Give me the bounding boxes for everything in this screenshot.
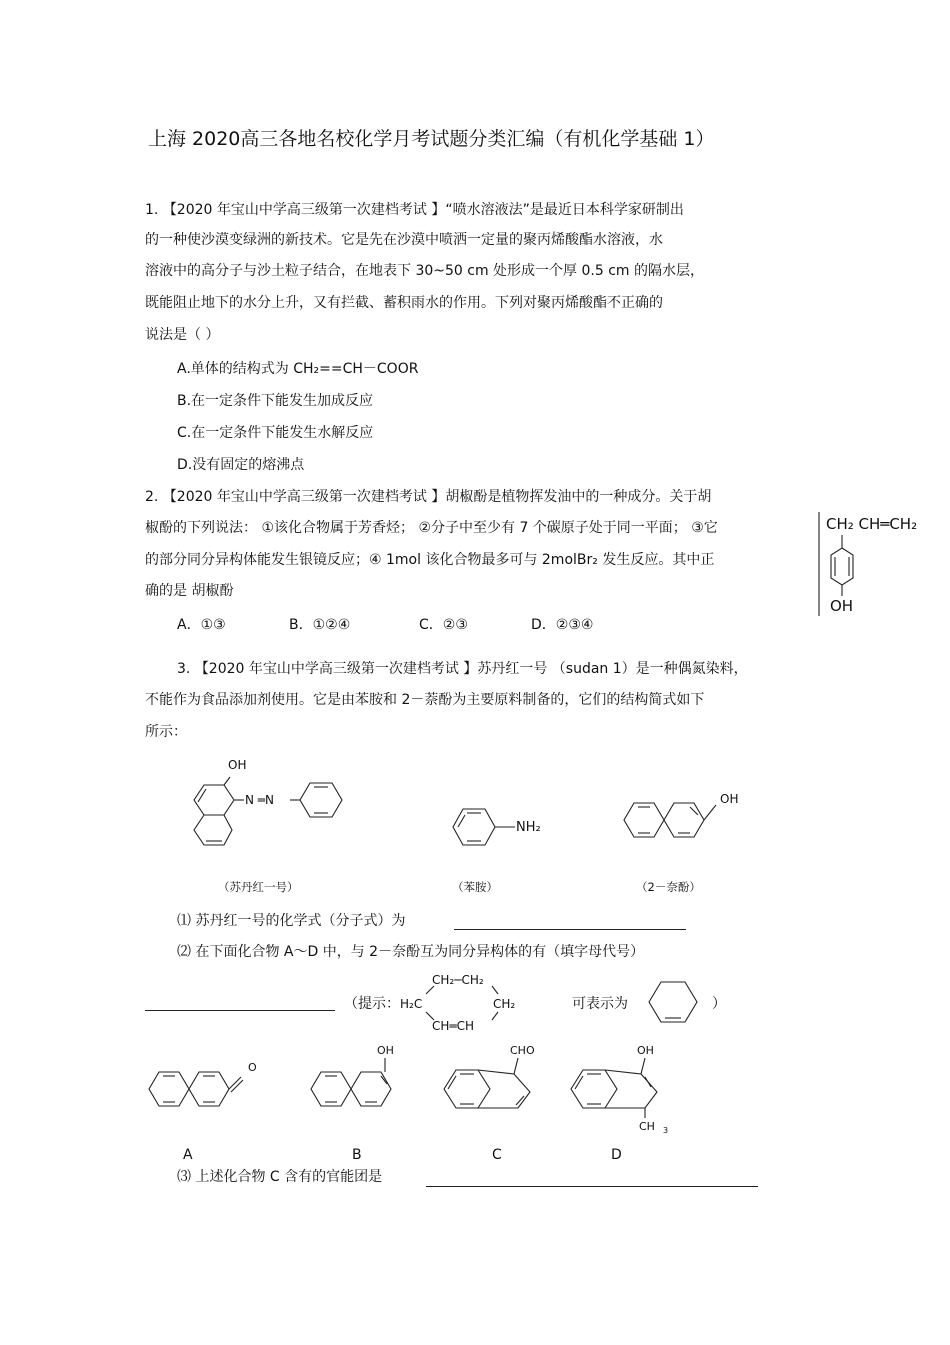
compound-a-o-label: O: [248, 1061, 257, 1074]
sudan-oh-label: OH: [228, 758, 247, 772]
hint-right-label: CH₂: [493, 997, 516, 1011]
compound-d-ch3-label: CH: [639, 1120, 655, 1133]
cyclohexene-formula: [400, 968, 525, 1038]
q1-line4: 既能阻止地下的水分上升，又有拦截、蓄积雨水的作用。下列对聚丙烯酸酯不正确的: [145, 295, 663, 311]
chavicol-top-label: CH₂ CH═CH₂: [826, 515, 918, 533]
hint-left-label: H₂C: [400, 997, 423, 1011]
compound-c-letter: C: [492, 1147, 502, 1163]
q1-option-d[interactable]: D.没有固定的熔沸点: [177, 457, 305, 473]
q3-line3: 所示：: [145, 724, 187, 740]
answer-line-2[interactable]: [145, 1010, 335, 1011]
q1-option-a[interactable]: A.单体的结构式为 CH₂==CH－COOR: [177, 361, 419, 377]
label-aniline: （苯胺）: [452, 880, 498, 894]
2-naphthol-structure: [618, 785, 758, 855]
q1-line2: 的一种使沙漠变绿洲的新技术。它是先在沙漠中喷洒一定量的聚丙烯酸酯水溶液，水: [145, 232, 663, 248]
q1-option-c[interactable]: C.在一定条件下能发生水解反应: [177, 425, 374, 441]
answer-line-1[interactable]: [454, 929, 686, 930]
cyclohexene-ring: [645, 978, 705, 1030]
label-naphthol: （2－奈酚）: [636, 880, 701, 894]
hint-top-label: CH₂─CH₂: [432, 973, 484, 987]
q3-sub3: ⑶ 上述化合物 C 含有的官能团是: [177, 1169, 383, 1185]
q1-line1: 1. 【2020 年宝山中学高三级第一次建档考试 】“喷水溶液法”是最近日本科学家研制出: [145, 202, 684, 218]
compound-b-structure: [305, 1040, 425, 1120]
q1-line3: 溶液中的高分子与沙土粒子结合，在地表下 30~50 cm 处形成一个厚 0.5 cm 的隔水层，: [145, 263, 704, 279]
compound-a-letter: A: [183, 1147, 193, 1163]
q2-option-c[interactable]: C．②③: [419, 617, 468, 633]
hint-close: ）: [712, 996, 726, 1012]
compound-c-cho-label: CHO: [510, 1044, 535, 1057]
hint-middle: 可表示为: [572, 996, 628, 1012]
compound-d-letter: D: [611, 1147, 622, 1163]
q2-line2: 椒酚的下列说法： ①该化合物属于芳香烃； ②分子中至少有 7 个碳原子处于同一平面； ③它: [145, 520, 718, 536]
compound-d-sub3-label: 3: [663, 1126, 669, 1135]
sudan-1-structure: [172, 755, 372, 855]
q3-sub1: ⑴ 苏丹红一号的化学式（分子式）为: [177, 913, 406, 929]
q1-option-b[interactable]: B.在一定条件下能发生加成反应: [177, 393, 374, 409]
q2-line4: 确的是 胡椒酚: [145, 583, 234, 599]
compound-d-oh-label: OH: [637, 1044, 654, 1057]
q2-line1: 2. 【2020 年宝山中学高三级第一次建档考试 】胡椒酚是植物挥发油中的一种成分。关于胡: [145, 489, 712, 505]
q3-line1: 3. 【2020 年宝山中学高三级第一次建档考试 】苏丹红一号 （sudan 1）是一种偶氮染料，: [177, 661, 748, 677]
sudan-azo-label: N ═N: [245, 793, 274, 807]
naphthol-oh-label: OH: [720, 792, 739, 806]
answer-line-3[interactable]: [426, 1186, 758, 1187]
page-title: 上海 2020高三各地名校化学月考试题分类汇编（有机化学基础 1）: [148, 128, 715, 150]
compound-a-structure: [145, 1055, 285, 1120]
q2-option-a[interactable]: A．①③: [177, 617, 226, 633]
hint-bottom-label: CH═CH: [432, 1019, 475, 1033]
q2-option-d[interactable]: D．②③④: [531, 617, 594, 633]
compound-d-structure: [565, 1040, 685, 1135]
chavicol-oh-label: OH: [830, 597, 854, 615]
compound-c-structure: [438, 1040, 558, 1120]
aniline-nh2-label: NH₂: [516, 820, 541, 835]
chavicol-structure: [818, 510, 940, 620]
hint-prefix: （提示：: [344, 996, 400, 1012]
compound-b-letter: B: [352, 1147, 362, 1163]
aniline-structure: [445, 795, 555, 865]
compound-b-oh-label: OH: [377, 1044, 394, 1057]
label-sudan: （苏丹红一号）: [218, 880, 299, 894]
q2-option-b[interactable]: B．①②④: [289, 617, 351, 633]
q2-line3: 的部分同分异构体能发生银镜反应；④ 1mol 该化合物最多可与 2molBr₂ 发生反应。其中正: [145, 552, 715, 568]
q3-sub2: ⑵ 在下面化合物 A～D 中，与 2－奈酚互为同分异构体的有（填字母代号）: [177, 944, 645, 960]
q1-line5: 说法是（ ）: [145, 327, 220, 343]
q3-line2: 不能作为食品添加剂使用。它是由苯胺和 2－萘酚为主要原料制备的，它们的结构简式如下: [145, 692, 705, 708]
